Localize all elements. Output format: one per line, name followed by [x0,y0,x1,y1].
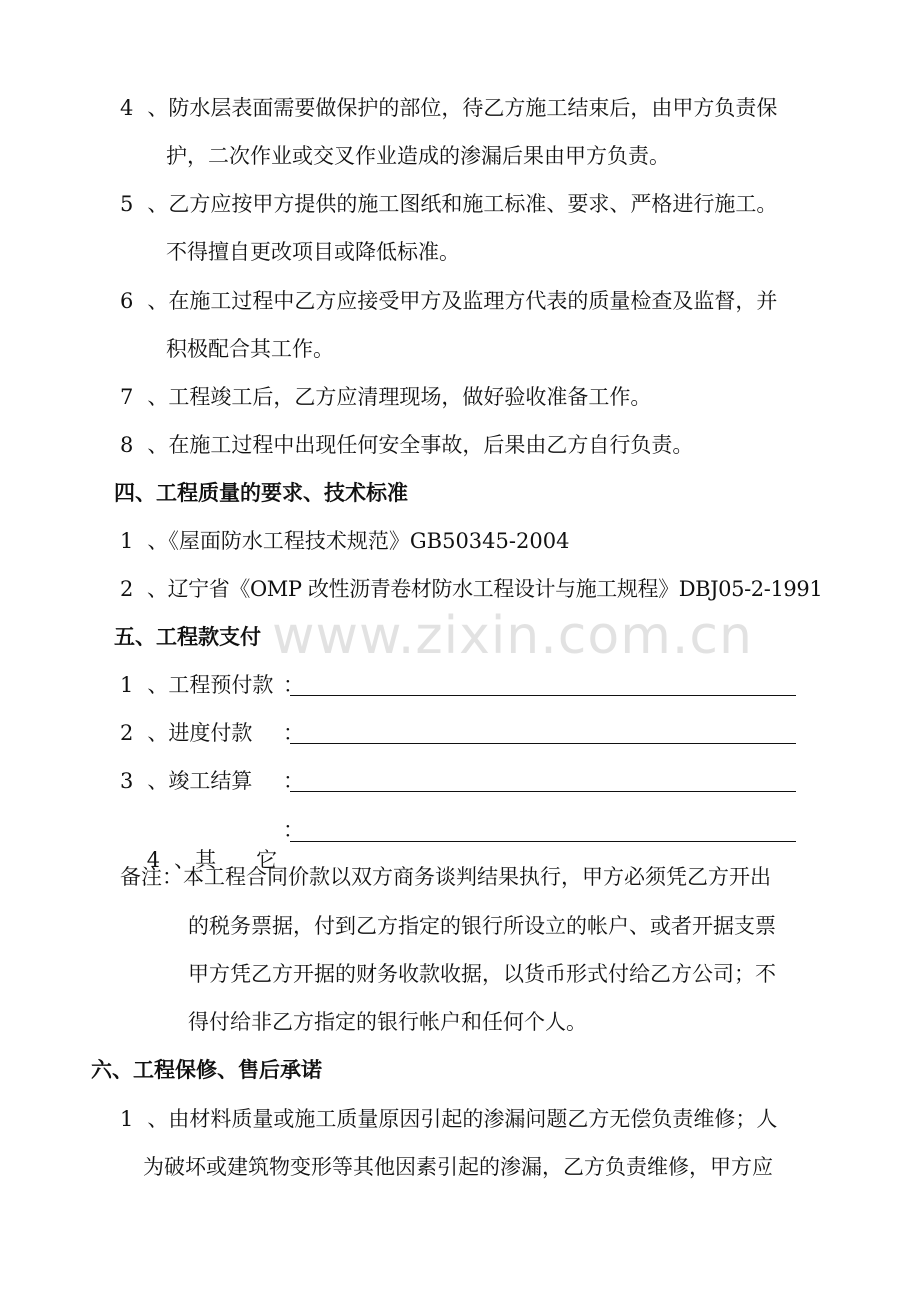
note-line-3: 甲方凭乙方开据的财务收款收据，以货币形式付给乙方公司；不 [188,962,776,986]
payment-item-2-colon: ： [283,721,304,745]
item-8-line-1: 8 、在施工过程中出现任何安全事故，后果由乙方自行负责。 [120,433,694,457]
item-6-line-2: 积极配合其工作。 [166,337,334,361]
payment-item-3-colon: ： [283,769,304,793]
item-6-line-1: 6 、在施工过程中乙方应接受甲方及监理方代表的质量检查及监督，并 [120,289,778,313]
item-5-line-1: 5 、乙方应按甲方提供的施工图纸和施工标准、要求、严格进行施工。 [120,192,778,216]
payment-item-1-colon: ： [283,673,304,697]
payment-item-4-colon: ： [283,818,304,842]
payment-item-3-label: 3 、竣工结算 [120,769,253,793]
payment-item-2-blank[interactable] [290,743,796,744]
note-line-4: 得付给非乙方指定的银行帐户和任何个人。 [188,1010,587,1034]
payment-item-2-label: 2 、进度付款 [120,721,253,745]
payment-item-4-blank[interactable] [290,841,796,842]
warranty-item-1-line-1: 1 、由材料质量或施工质量原因引起的渗漏问题乙方无偿负责维修；人 [120,1107,778,1131]
standard-item-2: 2 、辽宁省《OMP 改性沥青卷材防水工程设计与施工规程》DBJ05-2-1991 [120,577,823,601]
item-7-line-1: 7 、工程竣工后，乙方应清理现场，做好验收准备工作。 [120,385,652,409]
item-4-line-2: 护，二次作业或交叉作业造成的渗漏后果由甲方负责。 [166,144,670,168]
standard-item-1: 1 、《屋面防水工程技术规范》GB50345-2004 [120,529,570,553]
item-5-line-2: 不得擅自更改项目或降低标准。 [166,240,460,264]
item-4-line-1: 4 、防水层表面需要做保护的部位，待乙方施工结束后，由甲方负责保 [120,96,778,120]
note-line-2: 的税务票据，付到乙方指定的银行所设立的帐户、或者开据支票 [188,914,776,938]
payment-item-1-label: 1 、工程预付款 [120,673,274,697]
section-5-heading: 五、工程款支付 [114,624,261,649]
note-line-1: 备注：本工程合同价款以双方商务谈判结果执行，甲方必须凭乙方开出 [120,865,771,889]
watermark: www.zixin.com.cn [272,606,753,666]
payment-item-4-label: 4 、其 它 [146,848,278,872]
warranty-item-1-line-2: 为破坏或建筑物变形等其他因素引起的渗漏，乙方负责维修，甲方应 [143,1155,773,1179]
payment-item-3-blank[interactable] [290,791,796,792]
section-6-heading: 六、工程保修、售后承诺 [91,1057,322,1082]
payment-item-1-blank[interactable] [290,695,796,696]
section-4-heading: 四、工程质量的要求、技术标准 [114,480,408,505]
